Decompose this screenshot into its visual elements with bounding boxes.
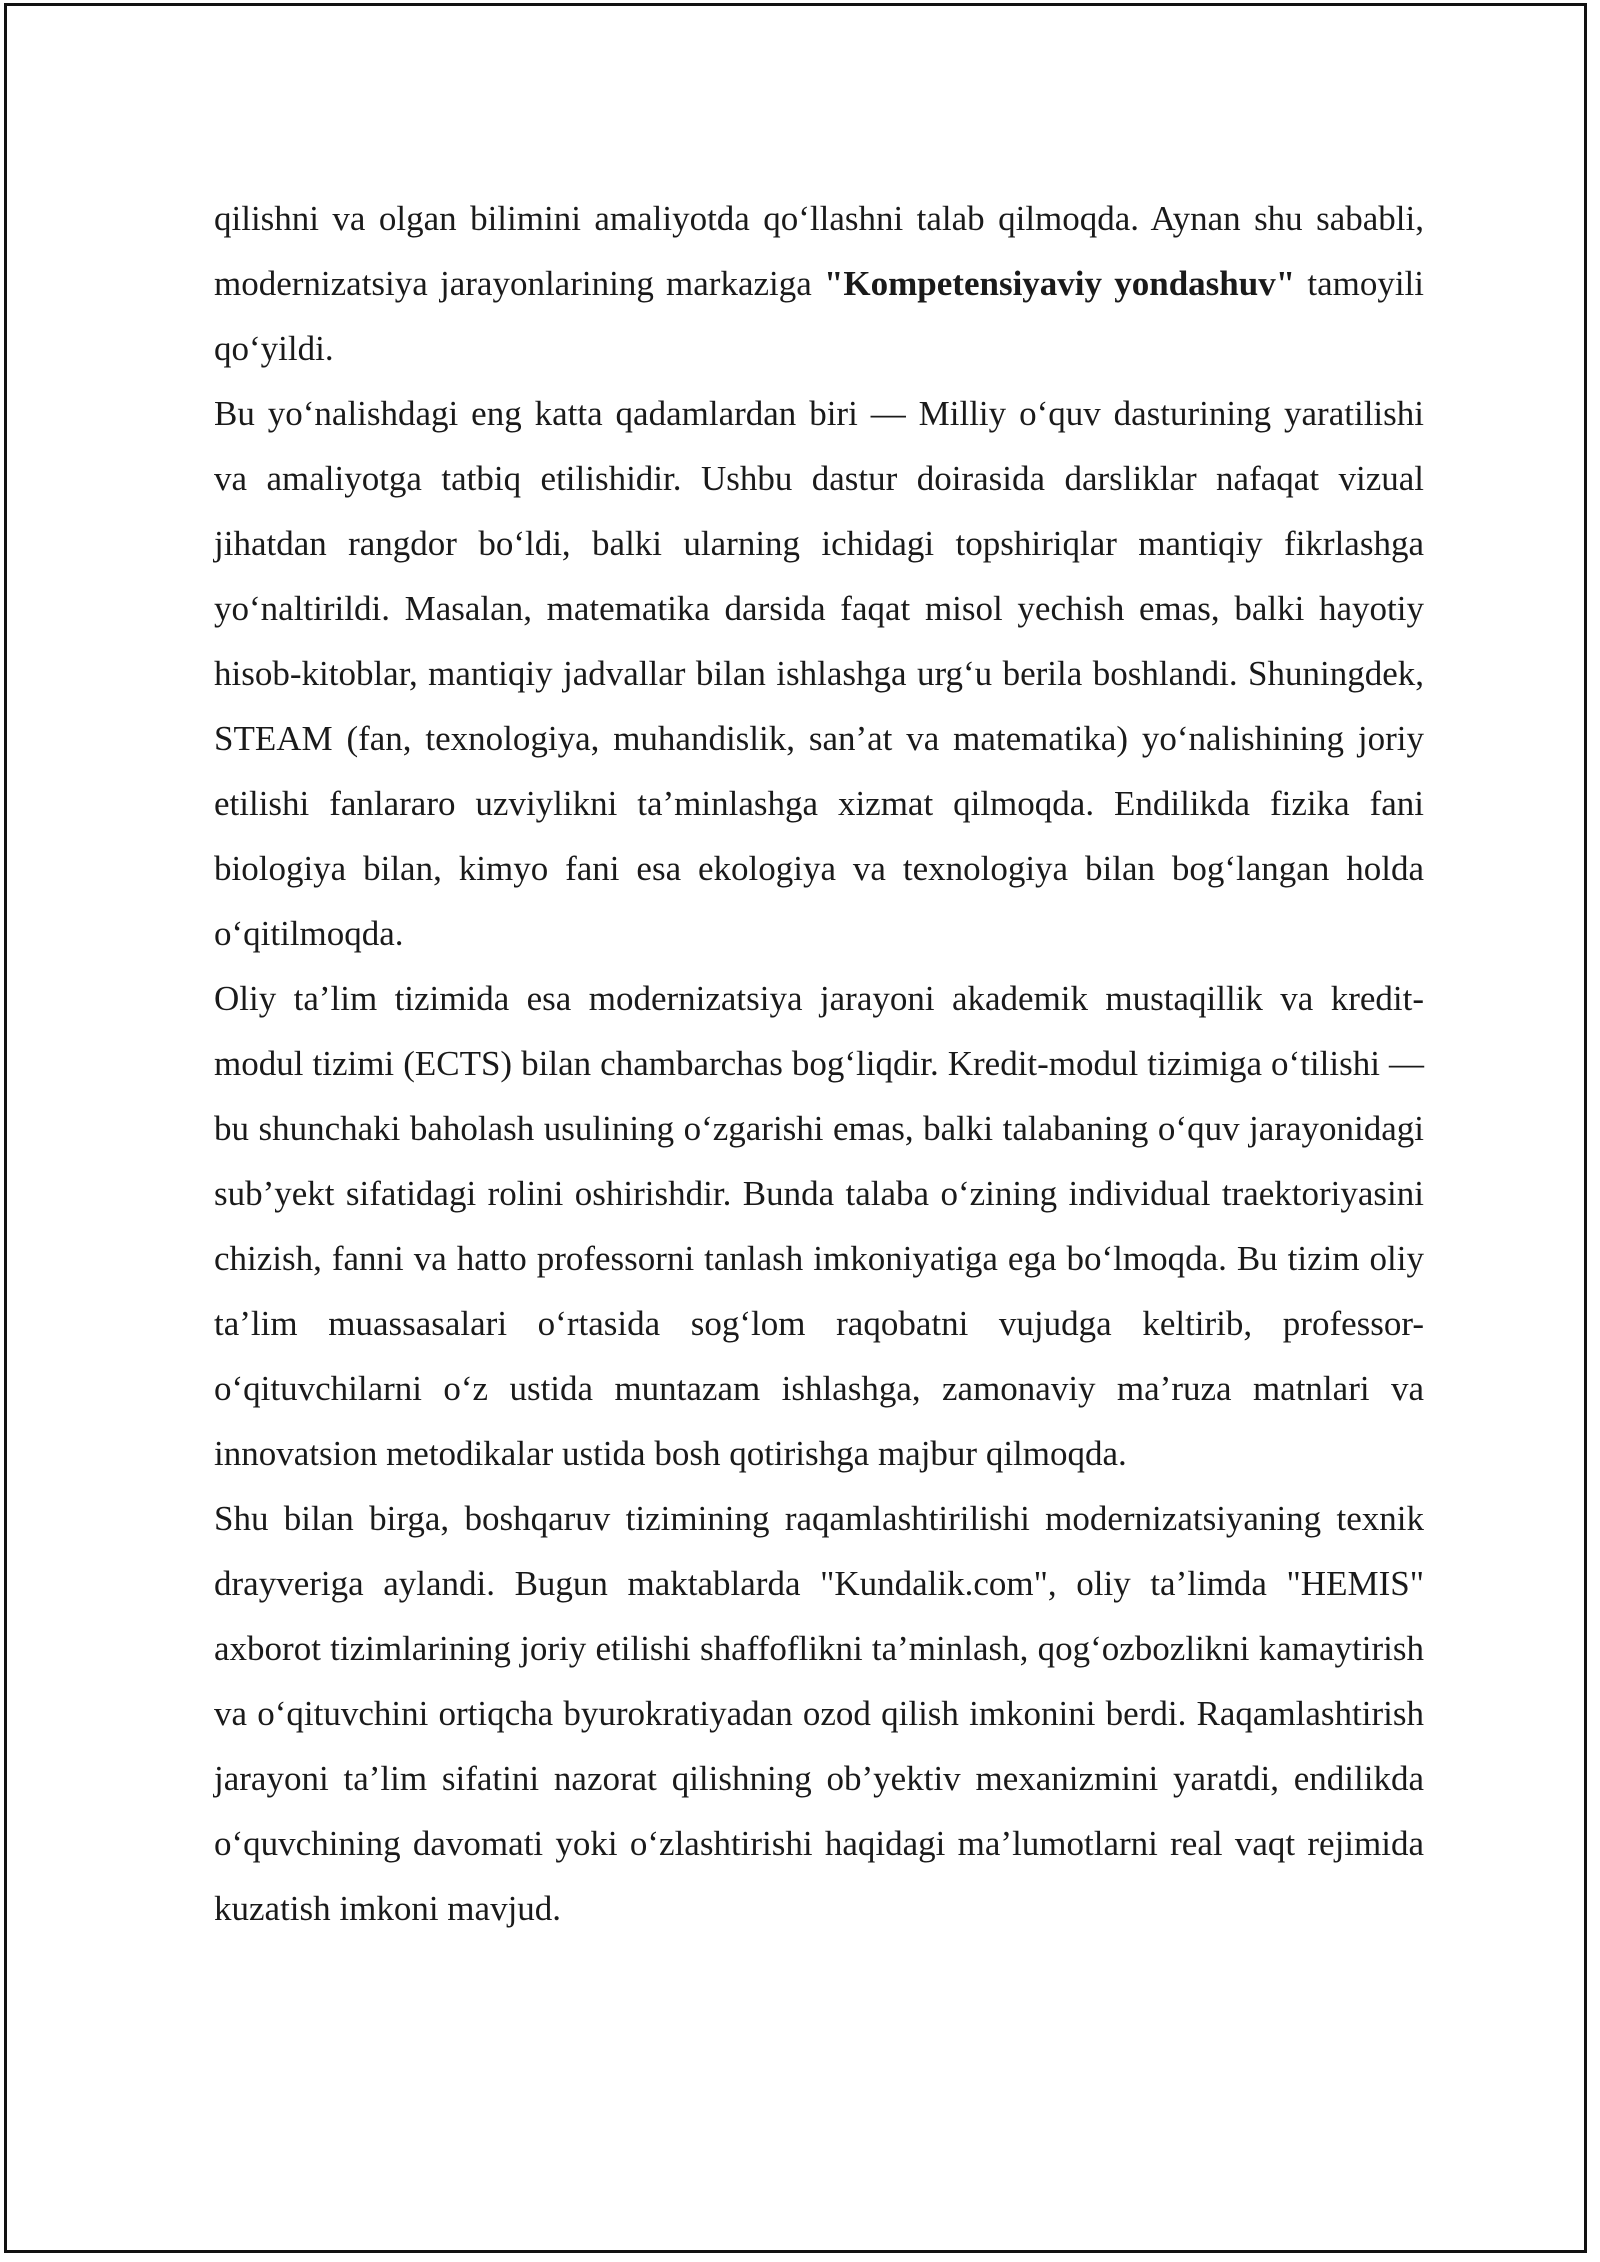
paragraph-national-curriculum: Bu yo‘nalishdagi eng katta qadamlardan biri — Milliy o‘quv dasturining yaratilishi va amaliyotga tatbiq etilishidir. Ushbu dastur doirasida darsliklar nafaqat vizual jihatdan rangdor bo‘ldi, balki ularning ichidagi topshiriqlar mantiqiy fikrlashga yo‘naltirildi. Masalan, matematika darsida faqat misol yechish emas, balki hayotiy hisob-kitoblar, mantiqiy jadvallar bilan ishlashga urg‘u berila boshlandi. Shuningdek, STEAM (fan, texnologiya, muhandislik, san’at va matematika) yo‘nalishining joriy etilishi fanlararo uzviylikni ta’minlashga xizmat qilmoqda. Endilikda fizika fani biologiya bilan, kimyo fani esa ekologiya va texnologiya bilan bog‘langan holda o‘qitilmoqda. [214, 394, 1424, 953]
paragraph-digitalization: Shu bilan birga, boshqaruv tizimining raqamlashtirilishi modernizatsiyaning texnik drayveriga aylandi. Bugun maktablarda "Kundalik.com", oliy ta’limda "HEMIS" axborot tizimlarining joriy etilishi shaffoflikni ta’minlash, qog‘ozbozlikni kamaytirish va o‘qituvchini ortiqcha byurokratiyadan ozod qilish imkonini berdi. Raqamlashtirish jarayoni ta’lim sifatini nazorat qilishning ob’yektiv mexanizmini yaratdi, endilikda o‘quvchining davomati yoki o‘zlashtirishi haqidagi ma’lumotlarni real vaqt rejimida kuzatish imkoni mavjud. [214, 1499, 1424, 1928]
paragraph-text: tamoyili qo‘yildi. [214, 264, 1424, 368]
bold-term: "Kompetensiyaviy yondashuv" [823, 264, 1296, 303]
paragraph-text: qilishni va olgan bilimini amaliyotda qo‘llashni talab qilmoqda. Aynan shu sababli, modernizatsiya jarayonlarining markaziga [214, 199, 1424, 303]
paragraph-competency-approach [214, 186, 1424, 381]
document-body [214, 186, 1424, 1941]
paragraph-higher-education: Oliy ta’lim tizimida esa modernizatsiya jarayoni akademik mustaqillik va kredit-modul tizimi (ECTS) bilan chambarchas bog‘liqdir. Kredit-modul tizimiga o‘tilishi — bu shunchaki baholash usulining o‘zgarishi emas, balki talabaning o‘quv jarayonidagi sub’yekt sifatidagi rolini oshirishdir. Bunda talaba o‘zining individual traektoriyasini chizish, fanni va hatto professorni tanlash imkoniyatiga ega bo‘lmoqda. Bu tizim oliy ta’lim muassasalari o‘rtasida sog‘lom raqobatni vujudga keltirib, professor-o‘qituvchilarni o‘z ustida muntazam ishlashga, zamonaviy ma’ruza matnlari va innovatsion metodikalar ustida bosh qotirishga majbur qilmoqda. [214, 979, 1424, 1473]
